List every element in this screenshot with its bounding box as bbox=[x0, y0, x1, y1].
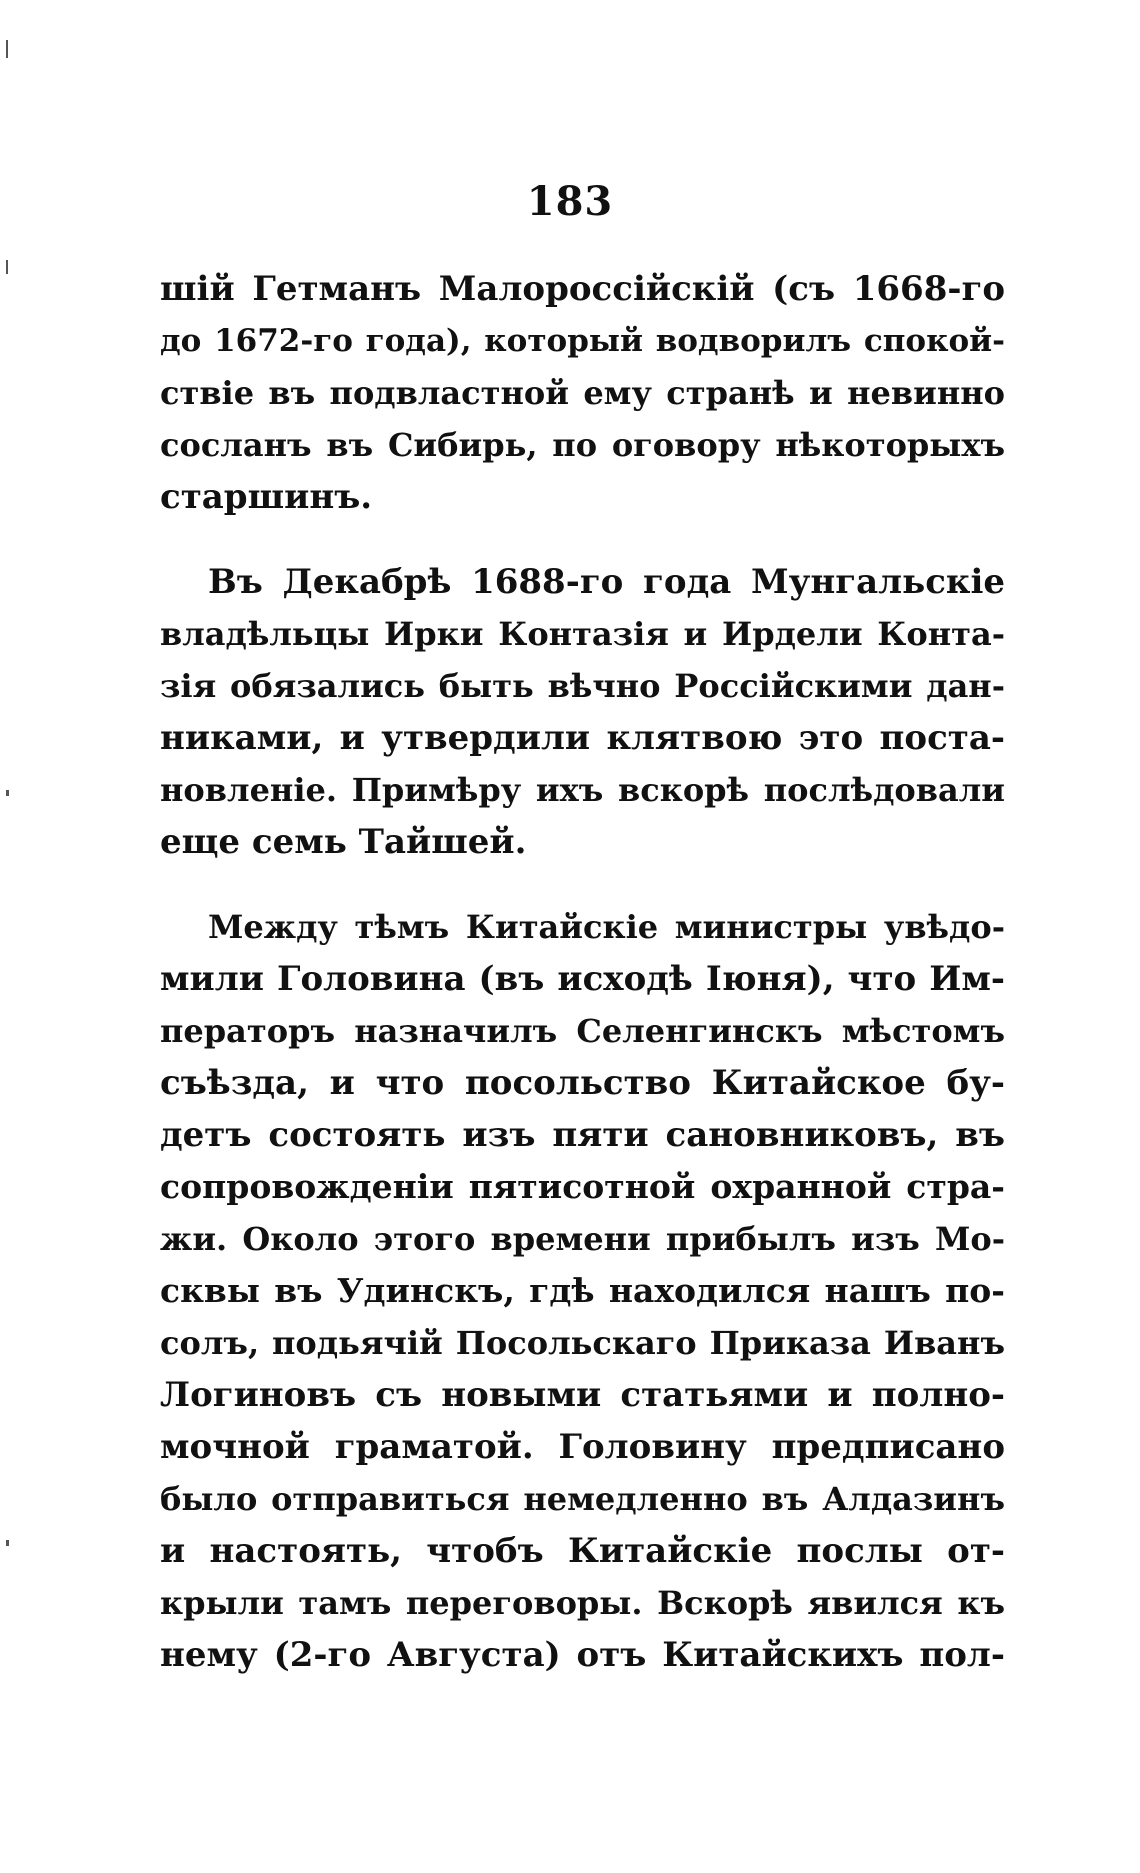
margin-speck bbox=[6, 40, 8, 58]
text-line: сквы въ Удинскъ, гдѣ находился нашъ по- bbox=[160, 1271, 1005, 1310]
margin-speck bbox=[6, 260, 8, 274]
text-line: и настоять, чтобъ Китайскіе послы от- bbox=[160, 1531, 1005, 1571]
text-line: сосланъ въ Сибирь, по оговору нѣкоторыхъ bbox=[160, 426, 1005, 464]
text-line: ствіе въ подвластной ему странѣ и невинно bbox=[160, 374, 1005, 412]
text-line: Логиновъ съ новыми статьями и полно- bbox=[160, 1375, 1005, 1415]
paragraph-2 bbox=[160, 556, 1005, 868]
text-line: шій Гетманъ Малороссійскій (съ 1668-го bbox=[160, 269, 1005, 309]
text-line: до 1672-го года), который водворилъ спокой- bbox=[160, 323, 1005, 359]
paragraph-3 bbox=[160, 901, 1005, 1681]
margin-speck bbox=[6, 1540, 9, 1546]
text-line: мили Головина (въ исходѣ Іюня), что Им- bbox=[160, 959, 1005, 999]
text-line: никами, и утвердили клятвою это поста- bbox=[160, 718, 1005, 758]
text-line: жи. Около этого времени прибылъ изъ Мо- bbox=[160, 1220, 1005, 1258]
text-line: новленіе. Примѣру ихъ вскорѣ послѣдовали bbox=[160, 771, 1005, 809]
text-line: еще семь Тайшей. bbox=[160, 822, 527, 862]
text-line: зія обязались быть вѣчно Россійскими дан- bbox=[160, 667, 1005, 705]
text-line: съѣзда, и что посольство Китайское бу- bbox=[160, 1063, 1005, 1103]
text-line: сопровожденіи пятисотной охранной стра- bbox=[160, 1167, 1005, 1206]
text-line: Въ Декабрѣ 1688-го года Мунгальскіе bbox=[208, 562, 1005, 602]
text-line: ператоръ назначилъ Селенгинскъ мѣстомъ bbox=[160, 1012, 1005, 1050]
paragraph-1 bbox=[160, 263, 1005, 523]
text-line: детъ состоять изъ пяти сановниковъ, въ bbox=[160, 1115, 1005, 1155]
body-text bbox=[160, 263, 1005, 1681]
text-line: Между тѣмъ Китайскіе министры увѣдо- bbox=[208, 908, 1005, 946]
page-number: 183 bbox=[526, 178, 614, 225]
margin-speck bbox=[6, 790, 9, 796]
text-line: владѣльцы Ирки Контазія и Ирдели Конта- bbox=[160, 615, 1005, 653]
text-line: солъ, подьячій Посольскаго Приказа Иванъ bbox=[160, 1324, 1005, 1362]
text-line: мочной граматой. Головину предписано bbox=[160, 1427, 1005, 1467]
text-line: крыли тамъ переговоры. Вскорѣ явился къ bbox=[160, 1584, 1005, 1622]
text-line: старшинъ. bbox=[160, 477, 373, 517]
text-line: нему (2-го Августа) отъ Китайскихъ пол- bbox=[160, 1635, 1005, 1675]
text-line: было отправиться немедленно въ Алдазинъ bbox=[160, 1480, 1005, 1518]
